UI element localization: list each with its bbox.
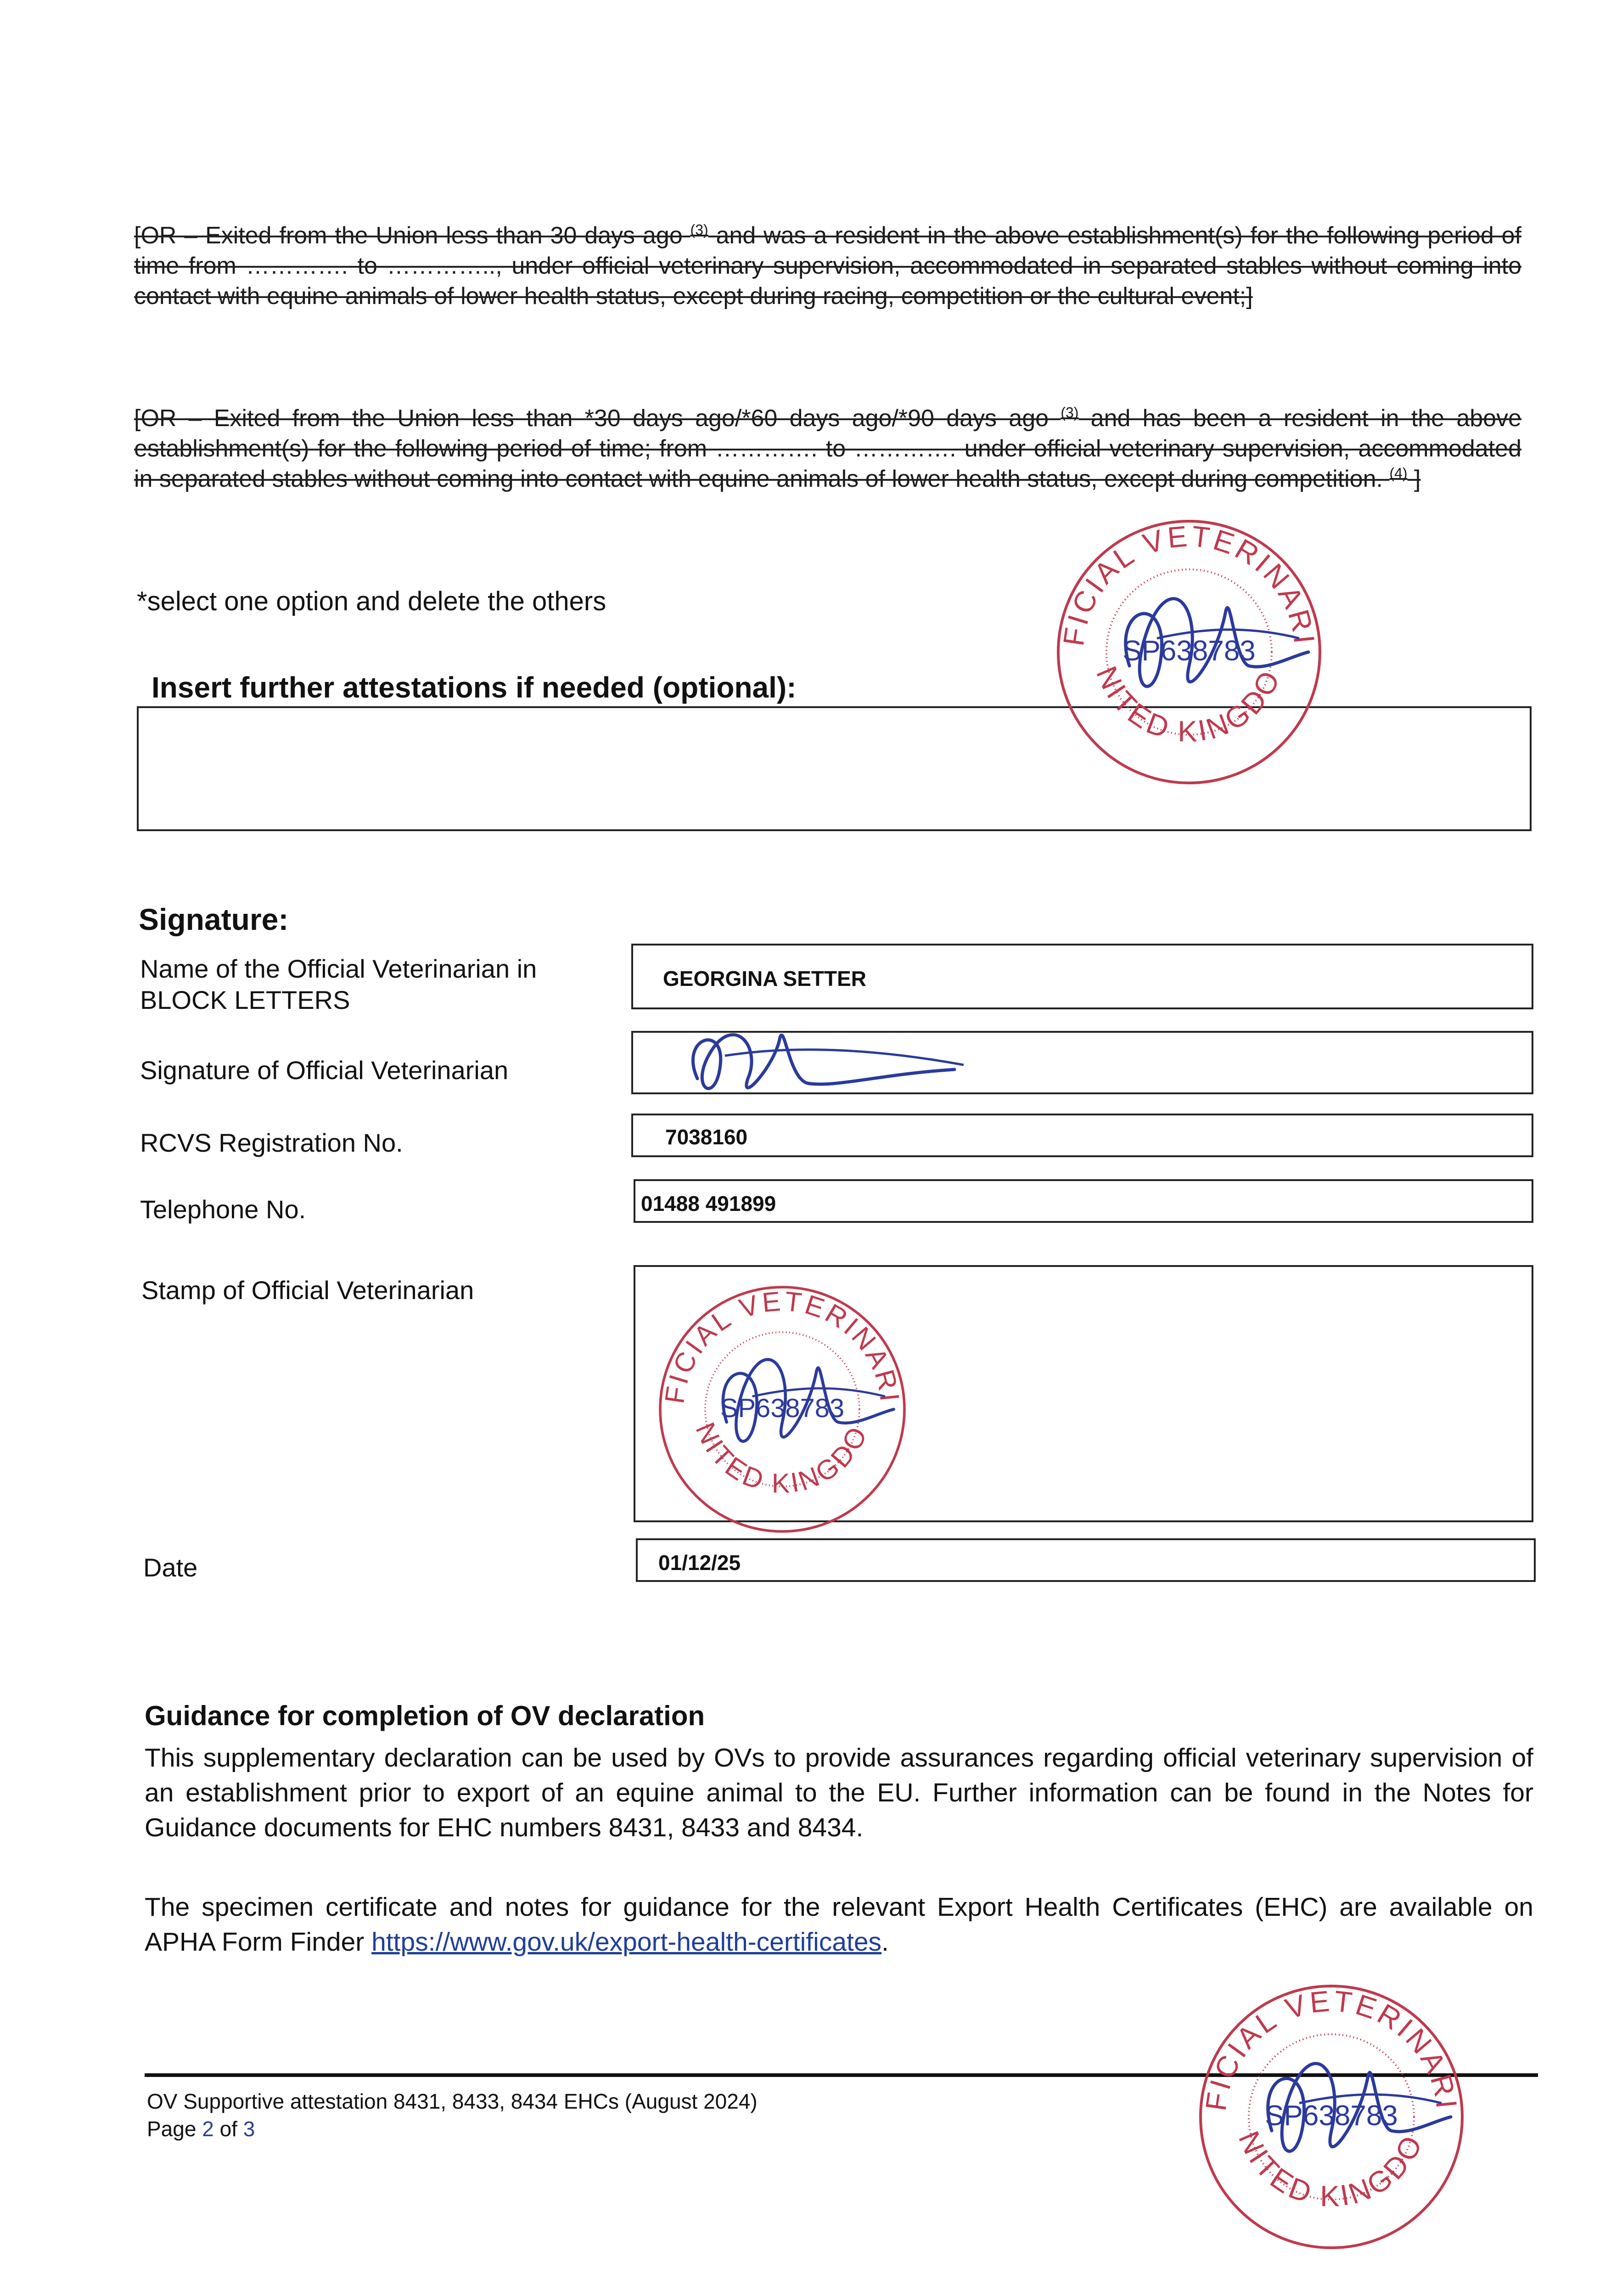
name-label: Name of the Official Veterinarian in BLOCK LETTERS [140, 954, 537, 1014]
guidance-heading: Guidance for completion of OV declaration [145, 1700, 705, 1731]
option-2-text-suffix: ] [1414, 466, 1421, 492]
option-2-text-middle: and has been a resident in the above establishment(s) for the following period of time; from …………. to …………. under official veterinary supervision, accommodated in separated stables without coming into contact with equine animals of lower health status, except during competition. [134, 405, 1522, 492]
name-value: GEORGINA SETTER [663, 967, 866, 990]
date-value: 01/12/25 [658, 1551, 741, 1575]
signature-field[interactable] [631, 1031, 1533, 1094]
footnote-ref: (4) [1389, 465, 1408, 482]
guidance-paragraph-2-text: The specimen certificate and notes for guidance for the relevant Export Health Certificates (EHC) are available on APHA Form Finder [145, 1892, 1533, 1957]
handwritten-signature [670, 1019, 991, 1102]
page-of: of [219, 2117, 237, 2141]
further-attestations-heading: Insert further attestations if needed (optional): [152, 671, 797, 704]
telephone-value: 01488 491899 [641, 1192, 776, 1216]
footnote-ref: (3) [690, 221, 708, 238]
stamp-label: Stamp of Official Veterinarian [141, 1276, 474, 1305]
page-word: Page [147, 2117, 196, 2141]
option-1-text-prefix: [OR – Exited from the Union less than 30 days ago [134, 222, 683, 249]
struck-attestation-option-1 [134, 220, 1521, 311]
page-number [147, 2115, 255, 2143]
official-stamp-box [654, 1281, 911, 1538]
guidance-paragraph-1: This supplementary declaration can be used by OVs to provide assurances regarding official veterinary supervision of an establishment prior to export of an equine animal to the EU. Further information can be found in the Notes for Guidance documents for EHC numbers 8431, 8433 and 8434. [145, 1743, 1533, 1842]
page-current: 2 [202, 2117, 214, 2141]
name-field[interactable] [631, 944, 1533, 1009]
rcvs-value: 7038160 [665, 1125, 748, 1149]
footnote-ref: (3) [1061, 404, 1079, 421]
form-finder-link[interactable]: https://www.gov.uk/export-health-certificates [371, 1927, 882, 1957]
struck-attestation-option-2 [134, 403, 1521, 494]
telephone-field[interactable] [634, 1179, 1533, 1223]
select-option-note: *select one option and delete the others [137, 586, 606, 616]
guidance-paragraph-2 [145, 1890, 1533, 1959]
rcvs-label: RCVS Registration No. [140, 1128, 403, 1157]
footer-title: OV Supportive attestation 8431, 8433, 8434 EHCs (August 2024) [147, 2089, 758, 2113]
telephone-label: Telephone No. [140, 1195, 306, 1224]
date-label: Date [143, 1553, 198, 1582]
stamp-field[interactable] [634, 1265, 1533, 1522]
signature-label: Signature of Official Veterinarian [140, 1056, 509, 1085]
option-2-text-prefix: [OR – Exited from the Union less than *30 days ago/*60 days ago/*90 days ago [134, 405, 1049, 432]
rcvs-field[interactable] [631, 1114, 1533, 1157]
official-stamp-footer [1194, 1979, 1469, 2255]
option-1-text-suffix: and was a resident in the above establishment(s) for the following period of time from …………. to ………….., under official veterinary supervision, accommodated in separated stables without coming into contact with equine animals of lower health status, except during racing, competition or the cultural event;] [134, 222, 1521, 310]
date-field[interactable] [636, 1538, 1536, 1582]
signature-heading: Signature: [139, 902, 289, 936]
official-stamp-top [1051, 514, 1327, 790]
page-total: 3 [243, 2117, 255, 2141]
guidance-paragraph-2-end: . [881, 1927, 889, 1957]
